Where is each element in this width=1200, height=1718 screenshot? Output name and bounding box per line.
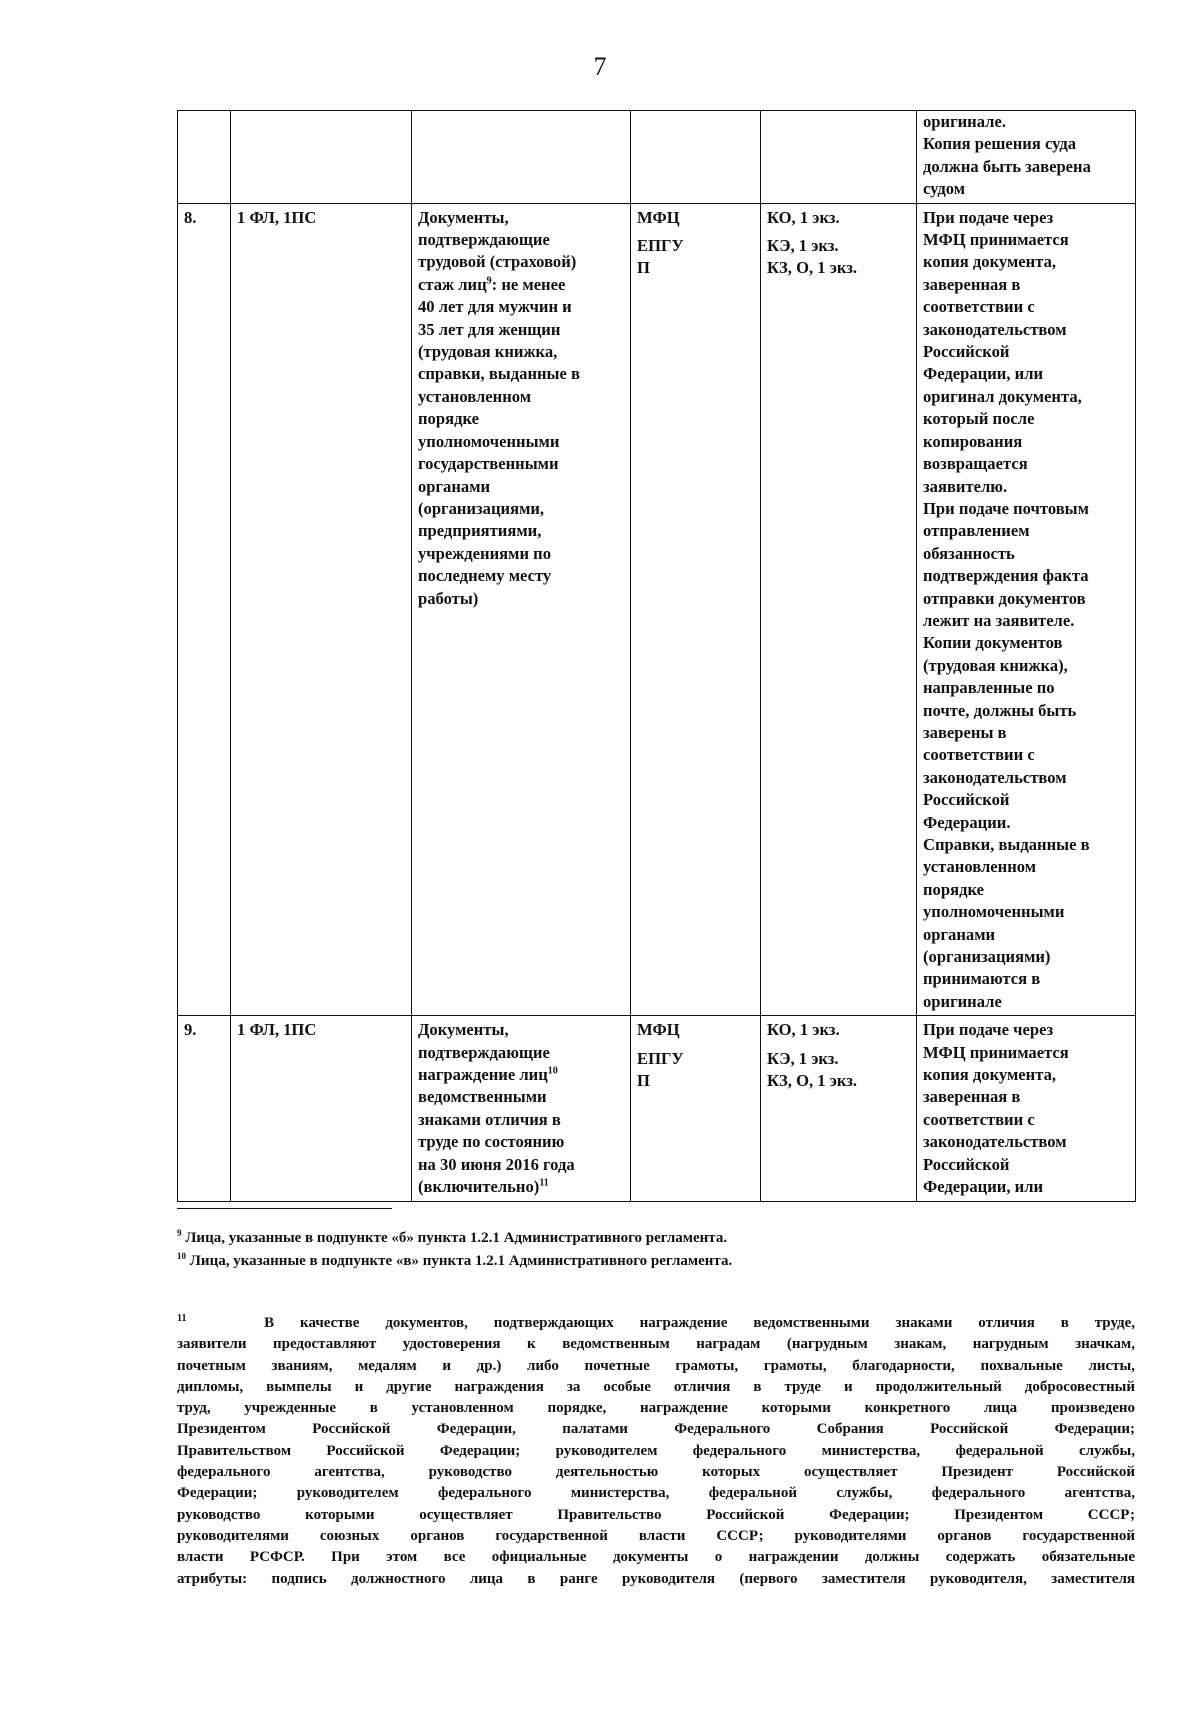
footnote-text: Лица, указанные в подпункте «б» пункта 1.2.1 Административного регламента.	[185, 1230, 728, 1246]
table-row-8	[178, 203, 1136, 1016]
footnote-line: заявители предоставляют удостоверения к ведомственным наградам (нагрудным знакам, нагрудным значкам,	[177, 1336, 1135, 1353]
note-line: При подаче почтовым	[923, 498, 1089, 518]
note-line: который после	[923, 409, 1035, 429]
note-line: почте, должны быть	[923, 700, 1077, 720]
note-line: законодательством	[923, 767, 1067, 787]
note-line: соответствии с	[923, 297, 1035, 317]
cell-notes	[917, 1016, 1136, 1201]
note-line: законодательством	[923, 319, 1067, 339]
doc-text: награждение лиц	[418, 1065, 548, 1085]
note-line: возвращается	[923, 454, 1028, 474]
cell-num: 9.	[178, 1016, 231, 1201]
cell-num: 8.	[178, 203, 231, 1016]
footnote-mark: 9	[177, 1228, 182, 1238]
table-row-9	[178, 1016, 1136, 1201]
cell-applicants: 1 ФЛ, 1ПС	[231, 1016, 412, 1201]
note-line: должна быть заверена	[923, 156, 1091, 176]
table-row-continuation	[178, 111, 1136, 204]
note-line: Копия решения суда	[923, 134, 1077, 154]
note-line: порядке	[923, 879, 984, 899]
doc-line: Документы,	[418, 207, 509, 227]
cell-applicants	[231, 111, 412, 204]
note-line: уполномоченными	[923, 902, 1065, 922]
note-line: заверенная в	[923, 274, 1021, 294]
doc-line: труде по состоянию	[418, 1132, 565, 1152]
footnote-line: Президентом Российской Федерации, палатами Федерального Собрания Российской Федерации;	[177, 1421, 1135, 1438]
footnote-line: дипломы, вымпелы и другие награждения за особые отличия в труде и продолжительный добросовестный	[177, 1378, 1135, 1395]
note-line: лежит на заявителе.	[923, 610, 1075, 630]
channel-line: П	[637, 1071, 650, 1091]
note-line: органами	[923, 924, 996, 944]
copies-line: КЭ, 1 экз.	[767, 1048, 839, 1068]
note-line: законодательством	[923, 1132, 1067, 1152]
documents-table	[177, 110, 1136, 1202]
copies-line: КО, 1 экз.	[767, 1020, 840, 1040]
channel-line: ЕПГУ	[637, 236, 684, 256]
doc-text: стаж лиц	[418, 274, 487, 294]
footnote-line: руководство которыми осуществляет Правительство Российской Федерации; Президентом СССР;	[177, 1506, 1135, 1523]
note-line: Российской	[923, 790, 1010, 810]
doc-text: (включительно)	[418, 1177, 540, 1197]
note-line: отправлением	[923, 521, 1030, 541]
note-line: МФЦ принимается	[923, 230, 1069, 250]
note-line: подтверждения факта	[923, 566, 1089, 586]
footnote-mark: 10	[177, 1251, 186, 1261]
note-line: принимаются в	[923, 969, 1041, 989]
doc-line: уполномоченными	[418, 431, 560, 451]
note-line: (организациями)	[923, 947, 1051, 967]
page-number: 7	[593, 52, 607, 81]
doc-line: на 30 июня 2016 года	[418, 1154, 575, 1174]
note-line: отправки документов	[923, 588, 1086, 608]
footnote-ref-10: 10	[547, 1065, 558, 1077]
doc-line: 40 лет для мужчин и	[418, 297, 572, 317]
footnote-mark: 11	[177, 1313, 187, 1324]
note-line: обязанность	[923, 543, 1015, 563]
doc-line: порядке	[418, 409, 479, 429]
copies-line: КЗ, О, 1 экз.	[767, 258, 858, 278]
doc-line: ведомственными	[418, 1087, 547, 1107]
channel-line: ЕПГУ	[637, 1048, 684, 1068]
cell-applicants: 1 ФЛ, 1ПС	[231, 203, 412, 1016]
copies-line: КО, 1 экз.	[767, 207, 840, 227]
channel-line: МФЦ	[637, 207, 680, 227]
channel-line: МФЦ	[637, 1020, 680, 1040]
footnote-9	[177, 1228, 1135, 1249]
doc-line: знаками отличия в	[418, 1109, 561, 1129]
note-line: оригинал документа,	[923, 386, 1082, 406]
doc-line: органами	[418, 476, 491, 496]
note-line: Российской	[923, 1154, 1010, 1174]
note-line: оригинале	[923, 991, 1002, 1011]
note-line: Федерации, или	[923, 364, 1044, 384]
cell-document	[412, 111, 631, 204]
note-line: Федерации, или	[923, 1177, 1044, 1197]
footnote-line	[177, 1313, 1135, 1334]
doc-line: 35 лет для женщин	[418, 319, 561, 339]
doc-line	[418, 1176, 624, 1198]
note-line: При подаче через	[923, 1020, 1054, 1040]
note-line: направленные по	[923, 678, 1055, 698]
footnote-line: труд, учрежденные в установленном порядке, награждение которыми конкретного лица произведено	[177, 1400, 1135, 1417]
footnote-ref-9: 9	[486, 275, 492, 287]
doc-line: учреждениями по	[418, 543, 552, 563]
cell-notes	[917, 111, 1136, 204]
channel-line: П	[637, 258, 650, 278]
footnote-text: Лица, указанные в подпункте «в» пункта 1.2.1 Административного регламента.	[189, 1253, 733, 1269]
cell-channels	[631, 203, 761, 1016]
doc-line	[418, 1064, 624, 1086]
cell-document	[412, 203, 631, 1016]
note-line: заявителю.	[923, 476, 1008, 496]
footnote-line: атрибуты: подпись должностного лица в ранге руководителя (первого заместителя руководителя, заместителя	[177, 1570, 1135, 1587]
doc-text: : не менее	[491, 274, 566, 294]
note-line: копия документа,	[923, 1065, 1057, 1085]
doc-line: государственными	[418, 454, 559, 474]
cell-channels	[631, 1016, 761, 1201]
cell-num	[178, 111, 231, 204]
doc-line: (трудовая книжка,	[418, 342, 558, 362]
cell-notes	[917, 203, 1136, 1016]
note-line: оригинале.	[923, 112, 1007, 131]
doc-line	[418, 274, 624, 296]
cell-copies	[761, 1016, 917, 1201]
footnote-ref-11: 11	[539, 1177, 549, 1189]
doc-line: работы)	[418, 588, 479, 608]
copies-line: КЗ, О, 1 экз.	[767, 1071, 858, 1091]
footnote-line: Федерации; руководителем федерального министерства, федеральной службы, федерального агентства,	[177, 1485, 1135, 1502]
doc-line: Документы,	[418, 1020, 509, 1040]
doc-line: справки, выданные в	[418, 364, 580, 384]
doc-line: предприятиями,	[418, 521, 542, 541]
footnote-line: власти РСФСР. При этом все официальные документы о награждении должны содержать обязательные	[177, 1549, 1135, 1566]
cell-copies	[761, 203, 917, 1016]
note-line: копия документа,	[923, 252, 1057, 272]
copies-line: КЭ, 1 экз.	[767, 236, 839, 256]
footnote-10	[177, 1251, 1135, 1272]
footnote-text: В качестве документов, подтверждающих награждение ведомственными знаками отличия в труде,	[264, 1315, 1136, 1331]
note-line: МФЦ принимается	[923, 1042, 1069, 1062]
footnote-line: Правительством Российской Федерации; руководителем федерального министерства, федеральной службы,	[177, 1442, 1135, 1459]
note-line: соответствии с	[923, 745, 1035, 765]
doc-line: последнему месту	[418, 566, 552, 586]
note-line: судом	[923, 179, 966, 199]
note-line: Российской	[923, 342, 1010, 362]
footnote-separator	[177, 1208, 392, 1209]
note-line: заверены в	[923, 722, 1007, 742]
doc-line: трудовой (страховой)	[418, 252, 577, 272]
cell-channels	[631, 111, 761, 204]
footnote-11	[177, 1313, 1135, 1590]
note-line: заверенная в	[923, 1087, 1021, 1107]
doc-line: установленном	[418, 386, 532, 406]
note-line: Копии документов	[923, 633, 1063, 653]
note-line: Справки, выданные в	[923, 835, 1090, 854]
cell-copies	[761, 111, 917, 204]
note-line: соответствии с	[923, 1109, 1035, 1129]
footnote-line: федерального агентства, руководство деятельностью которых осуществляет Президент Российской	[177, 1464, 1135, 1481]
doc-line: (организациями,	[418, 498, 545, 518]
note-line: установленном	[923, 857, 1037, 877]
doc-line: подтверждающие	[418, 230, 550, 250]
doc-line: подтверждающие	[418, 1042, 550, 1062]
note-line: копирования	[923, 431, 1023, 451]
footnote-line: руководителями союзных органов государственной власти СССР; руководителями органов государственной	[177, 1527, 1135, 1544]
note-line: Федерации.	[923, 812, 1011, 832]
cell-document	[412, 1016, 631, 1201]
note-line: При подаче через	[923, 207, 1054, 227]
note-line: (трудовая книжка),	[923, 655, 1068, 675]
footnote-line: почетным званиям, медалям и др.) либо почетные грамоты, грамоты, благодарности, похвальные листы,	[177, 1357, 1135, 1374]
